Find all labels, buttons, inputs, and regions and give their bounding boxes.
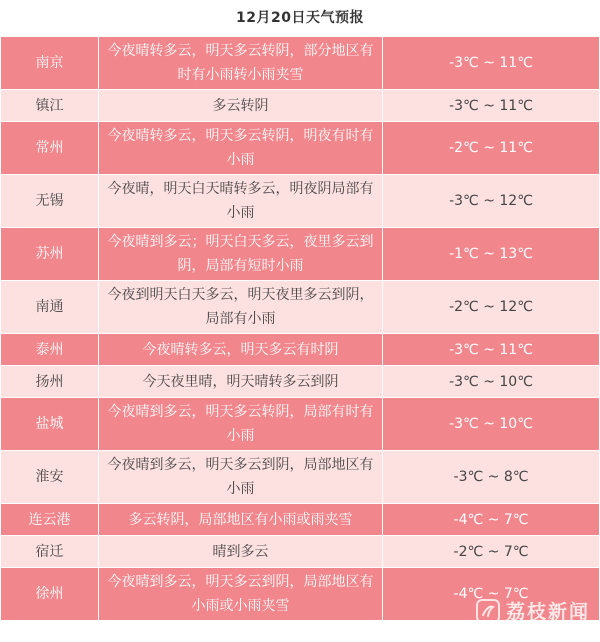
watermark (476, 597, 590, 624)
forecast-cell: 今夜晴，明天白天晴转多云，明夜阴局部有小雨 (99, 175, 383, 228)
temperature-cell: -2℃ ~ 11℃ (383, 122, 600, 175)
forecast-cell: 今夜晴转多云，明天多云转阴，部分地区有时有小雨转小雨夹雪 (99, 37, 383, 90)
forecast-cell: 今夜晴转多云，明天多云转阴，明夜有时有小雨 (99, 122, 383, 175)
temperature-cell: -4℃ ~ 7℃ (383, 504, 600, 536)
table-row (1, 37, 600, 90)
city-cell: 扬州 (1, 366, 99, 398)
page-title: 12月20日天气预报 (236, 10, 364, 26)
city-cell: 无锡 (1, 175, 99, 228)
forecast-cell: 今夜晴转多云，明天多云有时阴 (99, 334, 383, 366)
forecast-table-body (1, 37, 600, 621)
forecast-cell: 多云转阴 (99, 90, 383, 122)
table-row (1, 398, 600, 451)
table-row (1, 281, 600, 334)
watermark-text: 荔枝新闻 (505, 601, 590, 623)
city-cell: 南通 (1, 281, 99, 334)
table-row (1, 90, 600, 122)
city-cell: 苏州 (1, 228, 99, 281)
forecast-cell: 今夜到明天白天多云，明天夜里多云到阴，局部有小雨 (99, 281, 383, 334)
forecast-cell: 今夜晴到多云，明天多云到阴，局部地区有小雨或小雨夹雪 (99, 568, 383, 621)
temperature-cell: -3℃ ~ 10℃ (383, 398, 600, 451)
forecast-cell: 多云转阴，局部地区有小雨或雨夹雪 (99, 504, 383, 536)
city-cell: 南京 (1, 37, 99, 90)
table-row (1, 366, 600, 398)
temperature-cell: -3℃ ~ 12℃ (383, 175, 600, 228)
city-cell: 泰州 (1, 334, 99, 366)
forecast-table (0, 36, 600, 621)
city-cell: 镇江 (1, 90, 99, 122)
table-row (1, 175, 600, 228)
temperature-cell: -2℃ ~ 7℃ (383, 536, 600, 568)
city-cell: 连云港 (1, 504, 99, 536)
temperature-cell: -4℃ ~ 7℃ (383, 568, 600, 621)
table-row (1, 536, 600, 568)
temperature-cell: -3℃ ~ 11℃ (383, 334, 600, 366)
temperature-cell: -1℃ ~ 13℃ (383, 228, 600, 281)
forecast-cell: 今天夜里晴，明天晴转多云到阴 (99, 366, 383, 398)
table-row (1, 504, 600, 536)
temperature-cell: -3℃ ~ 8℃ (383, 451, 600, 504)
city-cell: 宿迁 (1, 536, 99, 568)
forecast-cell: 今夜晴到多云；明天白天多云，夜里多云到阴，局部有短时小雨 (99, 228, 383, 281)
city-cell: 常州 (1, 122, 99, 175)
temperature-cell: -3℃ ~ 11℃ (383, 90, 600, 122)
lychee-news-logo-icon (476, 599, 500, 623)
temperature-cell: -3℃ ~ 11℃ (383, 37, 600, 90)
forecast-cell: 今夜晴到多云，明天多云到阴，局部地区有小雨 (99, 451, 383, 504)
table-row (1, 228, 600, 281)
table-row (1, 334, 600, 366)
table-row (1, 451, 600, 504)
city-cell: 盐城 (1, 398, 99, 451)
city-cell: 徐州 (1, 568, 99, 621)
temperature-cell: -2℃ ~ 12℃ (383, 281, 600, 334)
table-row (1, 122, 600, 175)
forecast-cell: 今夜晴到多云，明天多云转阴，局部有时有小雨 (99, 398, 383, 451)
forecast-cell: 晴到多云 (99, 536, 383, 568)
city-cell: 淮安 (1, 451, 99, 504)
temperature-cell: -3℃ ~ 10℃ (383, 366, 600, 398)
